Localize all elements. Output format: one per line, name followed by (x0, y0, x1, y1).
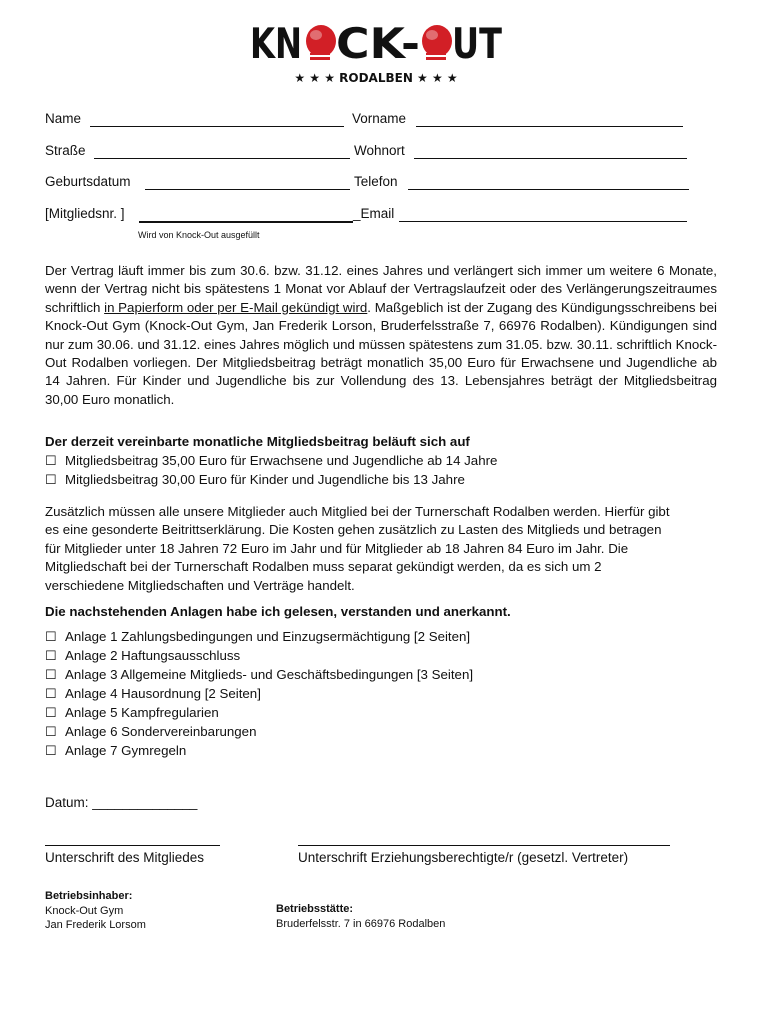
strasse-label: Straße (45, 143, 86, 158)
attachment-item[interactable] (45, 743, 186, 759)
logo-subtitle: ★ ★ ★ RODALBEN ★ ★ ★ (294, 71, 458, 85)
attachment-item[interactable] (45, 686, 261, 702)
geburtsdatum-label: Geburtsdatum (45, 174, 131, 189)
owner-heading: Betriebsinhaber: (45, 890, 133, 902)
vorname-label: Vorname (352, 111, 407, 126)
logo-text-ck: CK- (336, 19, 420, 68)
owner-line2: Jan Frederik Lorsom (45, 919, 146, 931)
checkbox-icon[interactable]: ☐ (45, 724, 57, 739)
fee-option-adult-label: Mitgliedsbeitrag 35,00 Euro für Erwachsene und Jugendliche ab 14 Jahre (65, 453, 498, 468)
checkbox-icon[interactable]: ☐ (45, 453, 57, 468)
checkbox-icon[interactable]: ☐ (45, 472, 57, 487)
wohnort-field[interactable] (414, 158, 687, 159)
fee-option-child[interactable] (45, 472, 465, 488)
telefon-field[interactable] (408, 189, 689, 190)
vorname-field[interactable] (416, 126, 683, 127)
logo-text-kn: KN (250, 19, 302, 68)
attachment-label: Anlage 4 Hausordnung [2 Seiten] (65, 686, 261, 701)
wohnort-label: Wohnort (354, 143, 405, 158)
checkbox-icon[interactable]: ☐ (45, 629, 57, 644)
mitgliedsnr-note: Wird von Knock-Out ausgefüllt (138, 230, 260, 240)
fee-option-adult[interactable] (45, 453, 497, 469)
fee-option-child-label: Mitgliedsbeitrag 30,00 Euro für Kinder und Jugendliche bis 13 Jahre (65, 472, 465, 487)
contract-text-underlined: in Papierform oder per E-Mail gekündigt wird (104, 299, 368, 315)
owner-line1: Knock-Out Gym (45, 904, 124, 917)
site-block (276, 902, 445, 931)
owner-block (45, 889, 146, 933)
email-field[interactable] (399, 221, 687, 222)
contract-text-2: . Maßgeblich ist der Zugang des Kündigungsschreibens bei Knock-Out Gym (Knock-Out Gym, Jan Frederik Lorson, Bruderfelsstraße 7, 66976 Rodalben). Kündigungen sind nur zum 30.06. und 31.12. eines Jahres möglich und müssen spätestens zum 31.05. bzw. 30.11. schriftlich Knock- Out Rodalben vorliegen. Der Mitgliedsbeitrag beträgt monatlich 35,00 Euro für Erwachsene und Jugendliche ab 14 Jahren. Für Kinder und Jugendliche bis zur Vollendung des 13. Lebensjahres beträgt der Mitgliedsbeitrag 30,00 Euro monatlich. (45, 299, 717, 407)
logo-text-ut: UT (452, 19, 503, 68)
attachment-label: Anlage 5 Kampfregularien (65, 705, 219, 720)
guardian-signature-line[interactable] (298, 845, 670, 846)
checkbox-icon[interactable]: ☐ (45, 686, 57, 701)
attachments-heading: Die nachstehenden Anlagen habe ich gelesen, verstanden und anerkannt. (45, 604, 511, 619)
boxing-glove-icon-right (422, 25, 452, 60)
knock-out-logo (250, 14, 502, 88)
checkbox-icon[interactable]: ☐ (45, 667, 57, 682)
strasse-field[interactable] (94, 158, 350, 159)
name-label: Name (45, 111, 82, 126)
attachment-label: Anlage 1 Zahlungsbedingungen und Einzugsermächtigung [2 Seiten] (65, 629, 471, 644)
contract-paragraph (45, 262, 717, 409)
attachment-item[interactable] (45, 629, 470, 645)
attachment-item[interactable] (45, 724, 256, 740)
checkbox-icon[interactable]: ☐ (45, 705, 57, 720)
mitgliedsnr-label: [Mitgliedsnr. ] (45, 206, 125, 221)
attachment-item[interactable] (45, 667, 473, 683)
mitgliedsnr-field (139, 221, 353, 223)
boxing-glove-icon (306, 25, 336, 60)
name-field[interactable] (90, 126, 344, 127)
attachment-label: Anlage 7 Gymregeln (65, 743, 187, 758)
attachment-item[interactable] (45, 705, 219, 721)
fee-heading: Der derzeit vereinbarte monatliche Mitgliedsbeitrag beläuft sich auf (45, 434, 470, 449)
datum-field[interactable]: Datum: ______________ (45, 795, 198, 810)
email-label: _Email (353, 206, 395, 221)
telefon-label: Telefon (354, 174, 398, 189)
attachment-item[interactable] (45, 648, 240, 664)
attachment-label: Anlage 6 Sondervereinbarungen (65, 724, 257, 739)
checkbox-icon[interactable]: ☐ (45, 743, 57, 758)
site-line1: Bruderfelsstr. 7 in 66976 Rodalben (276, 917, 446, 930)
guardian-signature-label: Unterschrift Erziehungsberechtigte/r (gesetzl. Vertreter) (298, 850, 629, 865)
checkbox-icon[interactable]: ☐ (45, 648, 57, 663)
member-signature-line[interactable] (45, 845, 220, 846)
turnerschaft-paragraph: Zusätzlich müssen alle unsere Mitglieder auch Mitglied bei der Turnerschaft Rodalben werden. Hierfür gibt es eine gesonderte Beitrittserklärung. Die Kosten gehen zusätzlich zu Lasten des Mitglieds und betragen für Mitglieder unter 18 Jahren 72 Euro im Jahr und für Mitglieder ab 18 Jahren 84 Euro im Jahr. Die Mitgliedschaft bei der Turnerschaft Rodalben muss separat gekündigt werden, da es sich um 2 verschiedene Mitgliedschaften und Verträge handelt. (45, 504, 670, 593)
geburtsdatum-field[interactable] (145, 189, 350, 190)
member-signature-label: Unterschrift des Mitgliedes (45, 850, 205, 865)
site-heading: Betriebsstätte: (276, 903, 354, 915)
attachment-label: Anlage 2 Haftungsausschluss (65, 648, 241, 663)
contract-text-1: Der Vertrag läuft immer bis zum 30.6. bzw. 31.12. eines Jahres und verlängert sich immer um weitere 6 Monate, wenn der Vertrag nicht bis spätestens 1 Monat vor Ablauf der Vertragslaufzeit oder des Verlängerungszeitraumes schriftlich (45, 263, 717, 315)
attachment-label: Anlage 3 Allgemeine Mitglieds- und Geschäftsbedingungen [3 Seiten] (65, 667, 474, 682)
